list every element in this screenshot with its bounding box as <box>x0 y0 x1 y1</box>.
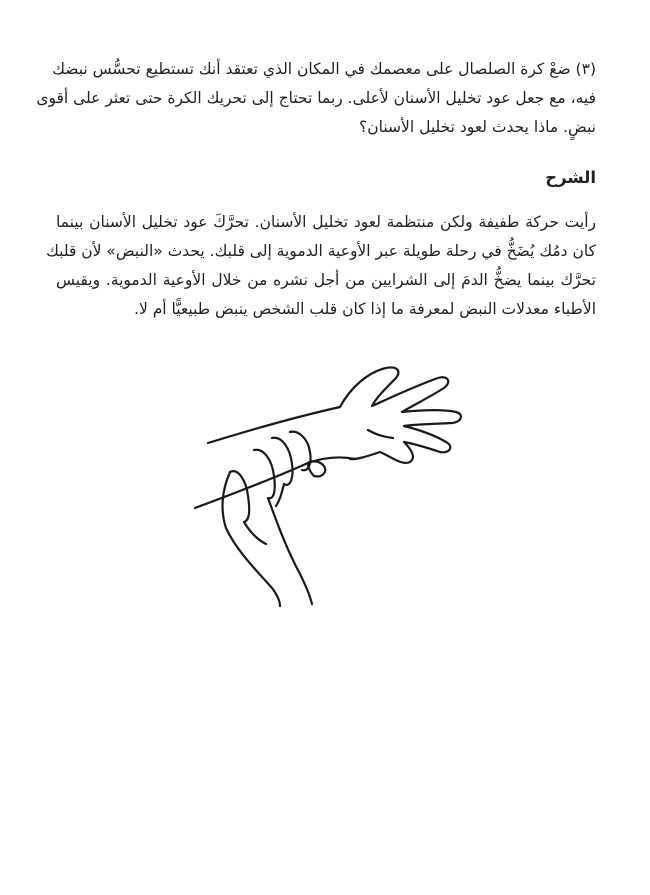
explanation-heading: الشرح <box>545 168 596 187</box>
step-line: نبضٍ. ماذا يحدث لعود تخليل الأسنان؟ <box>359 118 596 136</box>
explanation-line: رأيت حركة طفيفة ولكن منتظمة لعود تخليل الأسنان. تحرَّكَ عود تخليل الأسنان بينما <box>56 213 596 231</box>
checking-hand-palm <box>223 472 280 606</box>
step-3-paragraph <box>36 55 596 142</box>
thumb-crease <box>244 522 266 544</box>
explanation-line: الأطباء معدلات النبض لمعرفة ما إذا كان قلب الشخص ينبض طبيعيًّا أم لا. <box>134 300 596 318</box>
explanation-paragraph <box>46 208 596 324</box>
pulse-check-illustration <box>190 360 465 610</box>
finger-crease <box>276 484 284 506</box>
explanation-line: تحرَّك بينما يضخُّ الدمَ إلى الشرايين من أجل نشره من خلال الأوعية الدموية. ويقيس <box>56 271 596 289</box>
explanation-line: كان دمُك يُضَخُّ في رحلة طويلة عبر الأوعية الدموية إلى قلبك. يحدث «النبض» لأن قلبك <box>46 242 596 260</box>
checking-hand-thumb <box>230 471 249 522</box>
checking-hand-wrist <box>268 498 312 604</box>
step-line: فيه، مع جعل عود تخليل الأسنان لأعلى. ربما تحتاج إلى تحريك الكرة حتى تعثر على أقوى <box>36 89 596 107</box>
step-line: (٣) ضعْ كرة الصلصال على معصمك في المكان الذي تعتقد أنك تستطيع تحسُّس نبضك <box>52 60 596 78</box>
open-palm-outline <box>340 367 461 462</box>
checking-hand-finger <box>254 450 275 498</box>
palm-crease <box>368 430 393 438</box>
